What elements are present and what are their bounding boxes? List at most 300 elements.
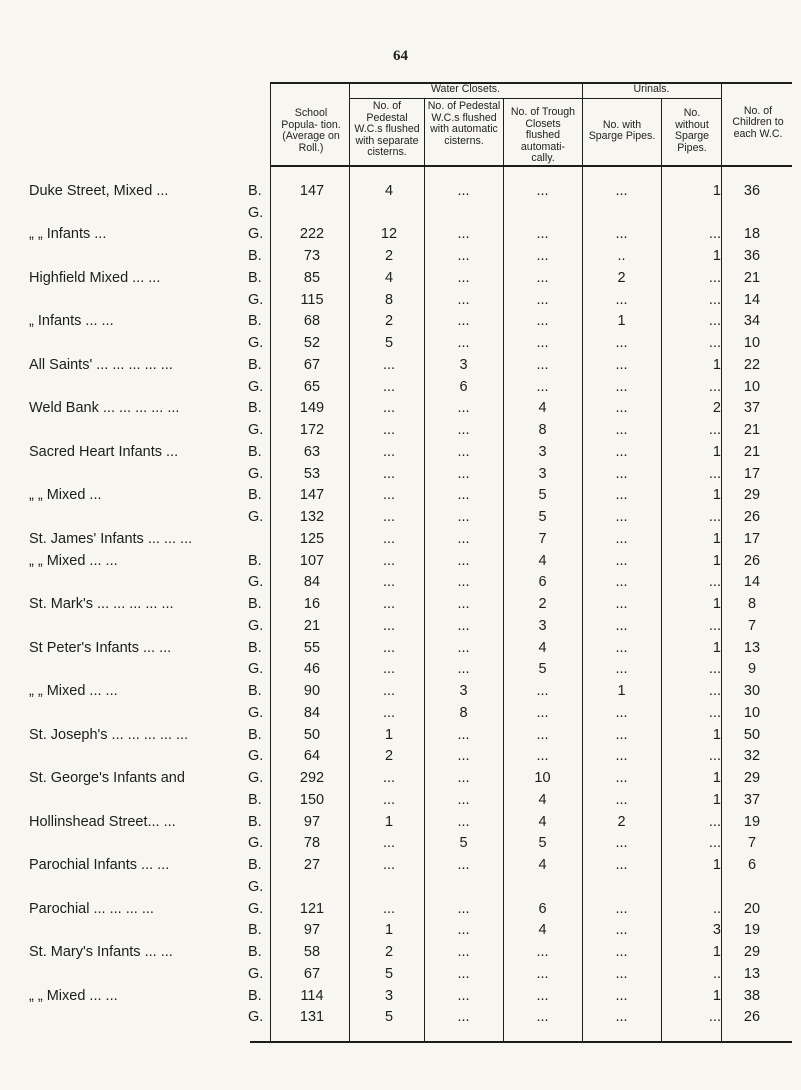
population-cell: 78 (303, 835, 321, 852)
trough-closets-cell: ... (536, 248, 549, 265)
sex-label: B. (248, 313, 262, 330)
without-sparge-cell: 1 (712, 248, 721, 265)
trough-closets-cell: ... (536, 965, 549, 982)
pedestal-automatic-cell: ... (457, 639, 470, 656)
sex-label: B. (248, 726, 262, 743)
table-row (0, 660, 801, 678)
with-sparge-cell: ... (615, 922, 628, 939)
with-sparge-cell: ... (615, 944, 628, 961)
children-per-wc-cell: 7 (747, 617, 757, 634)
without-sparge-cell: ... (708, 835, 721, 852)
pedestal-automatic-cell: ... (457, 726, 470, 743)
with-sparge-cell: ... (615, 422, 628, 439)
population-cell: 149 (299, 400, 325, 417)
without-sparge-cell: 1 (712, 944, 721, 961)
pedestal-automatic-cell: ... (457, 465, 470, 482)
without-sparge-cell: 1 (712, 791, 721, 808)
children-per-wc-cell: 14 (743, 574, 761, 591)
with-sparge-cell: ... (615, 400, 628, 417)
sex-label: B. (248, 269, 262, 286)
population-cell: 121 (299, 900, 325, 917)
with-sparge-cell: ... (615, 1009, 628, 1026)
header-pedestal-separate: No. of Pedestal W.C.s flushed with separate cisterns. (354, 100, 420, 158)
children-per-wc-cell: 30 (743, 683, 761, 700)
table-row (0, 399, 801, 417)
pedestal-automatic-cell: ... (457, 574, 470, 591)
header-water-closets: Water Closets. (430, 83, 501, 95)
pedestal-automatic-cell: ... (457, 443, 470, 460)
table-row (0, 465, 801, 483)
children-per-wc-cell: 26 (743, 552, 761, 569)
population-cell: 65 (303, 378, 321, 395)
table-row (0, 943, 801, 961)
sex-label: G. (248, 378, 264, 395)
table-row (0, 486, 801, 504)
sex-label: G. (248, 509, 264, 526)
pedestal-automatic-cell: ... (457, 900, 470, 917)
trough-closets-cell: 4 (538, 639, 547, 656)
without-sparge-cell: 3 (712, 922, 721, 939)
with-sparge-cell: 1 (617, 683, 626, 700)
pedestal-automatic-cell: ... (457, 617, 470, 634)
without-sparge-cell: 1 (712, 530, 721, 547)
table-row (0, 182, 801, 200)
sex-label: B. (248, 987, 262, 1004)
trough-closets-cell: 4 (538, 400, 547, 417)
trough-closets-cell: ... (536, 944, 549, 961)
school-name: All Saints' ... ... ... ... ... (29, 356, 173, 373)
children-per-wc-cell: 20 (743, 900, 761, 917)
sex-label: G. (248, 1009, 264, 1026)
trough-closets-cell: 6 (538, 900, 547, 917)
school-name: Parochial ... ... ... ... (29, 900, 154, 917)
trough-closets-cell: 5 (538, 661, 547, 678)
without-sparge-cell: ... (708, 617, 721, 634)
school-name: Weld Bank ... ... ... ... ... (29, 400, 180, 417)
table-row (0, 530, 801, 548)
page-number: 64 (393, 48, 408, 64)
children-per-wc-cell: 37 (743, 400, 761, 417)
table-row (0, 508, 801, 526)
pedestal-separate-cell: ... (382, 400, 396, 417)
school-name: St. Joseph's ... ... ... ... ... (29, 726, 189, 743)
trough-closets-cell: ... (536, 356, 549, 373)
pedestal-separate-cell: 5 (384, 1009, 394, 1026)
population-cell: 107 (299, 552, 325, 569)
trough-closets-cell: ... (536, 748, 549, 765)
sex-label: B. (248, 487, 262, 504)
table-row (0, 552, 801, 570)
trough-closets-cell: ... (536, 704, 549, 721)
pedestal-separate-cell: ... (382, 356, 396, 373)
children-per-wc-cell: 50 (743, 726, 761, 743)
children-per-wc-cell: 10 (743, 335, 761, 352)
without-sparge-cell: ... (708, 683, 721, 700)
population-cell: 172 (299, 422, 325, 439)
with-sparge-cell: ... (615, 574, 628, 591)
without-sparge-cell: ... (708, 704, 721, 721)
trough-closets-cell: ... (536, 378, 549, 395)
trough-closets-cell: 4 (538, 791, 547, 808)
pedestal-automatic-cell: ... (457, 922, 470, 939)
children-per-wc-cell: 14 (743, 291, 761, 308)
children-per-wc-cell: 29 (743, 770, 761, 787)
pedestal-automatic-cell: ... (457, 596, 470, 613)
children-per-wc-cell: 34 (743, 313, 761, 330)
trough-closets-cell: ... (536, 313, 549, 330)
without-sparge-cell: 1 (712, 987, 721, 1004)
table-row (0, 965, 801, 983)
sex-label: B. (248, 944, 262, 961)
pedestal-automatic-cell: ... (457, 269, 470, 286)
with-sparge-cell: ... (615, 335, 628, 352)
with-sparge-cell: 2 (617, 813, 626, 830)
table-row (0, 378, 801, 396)
without-sparge-cell: ... (708, 574, 721, 591)
header-without-sparge: No. without Sparge Pipes. (674, 107, 710, 154)
sex-label: G. (248, 226, 264, 243)
with-sparge-cell: ... (615, 857, 628, 874)
population-cell: 85 (303, 269, 321, 286)
school-name: Parochial Infants ... ... (29, 857, 170, 874)
header-trough-closets: No. of Trough Closets flushed automati- cally. (510, 106, 576, 164)
population-cell: 50 (303, 726, 321, 743)
without-sparge-cell: ... (708, 291, 721, 308)
pedestal-separate-cell: ... (382, 661, 396, 678)
pedestal-separate-cell: ... (382, 770, 396, 787)
school-name: „ „ Mixed ... (29, 487, 102, 504)
pedestal-separate-cell: 5 (384, 335, 394, 352)
sex-label: G. (248, 704, 264, 721)
school-name: „ „ Mixed ... ... (29, 683, 118, 700)
pedestal-separate-cell: ... (382, 422, 396, 439)
pedestal-separate-cell: ... (382, 900, 396, 917)
children-per-wc-cell: 26 (743, 509, 761, 526)
pedestal-automatic-cell: ... (457, 335, 470, 352)
sex-label: B. (248, 791, 262, 808)
table-row (0, 921, 801, 939)
population-cell: 147 (299, 183, 325, 199)
population-cell: 64 (303, 748, 321, 765)
population-cell: 222 (299, 226, 325, 243)
table-bottom-rule (250, 1041, 792, 1043)
pedestal-automatic-cell: ... (457, 944, 470, 961)
with-sparge-cell: ... (615, 791, 628, 808)
pedestal-automatic-cell: ... (457, 987, 470, 1004)
sex-label: G. (248, 661, 264, 678)
pedestal-separate-cell: 12 (380, 226, 398, 243)
sex-label: G. (248, 965, 264, 982)
sex-label: B. (248, 922, 262, 939)
table-row (0, 704, 801, 722)
trough-closets-cell: 5 (538, 509, 547, 526)
trough-closets-cell: 3 (538, 617, 547, 634)
population-cell: 67 (303, 965, 321, 982)
table-row (0, 312, 801, 330)
population-cell: 114 (300, 987, 324, 1004)
population-cell: 97 (303, 922, 321, 939)
table-row (0, 878, 801, 896)
school-name: St. Mark's ... ... ... ... ... (29, 596, 174, 613)
without-sparge-cell: ... (708, 313, 721, 330)
with-sparge-cell: ... (615, 965, 628, 982)
pedestal-separate-cell: 2 (384, 944, 394, 961)
pedestal-automatic-cell: ... (457, 661, 470, 678)
trough-closets-cell: ... (536, 269, 549, 286)
pedestal-separate-cell: ... (382, 596, 396, 613)
population-cell: 58 (303, 944, 321, 961)
children-per-wc-cell: 17 (743, 530, 761, 547)
with-sparge-cell: .. (617, 248, 626, 265)
without-sparge-cell: ... (708, 465, 721, 482)
pedestal-automatic-cell: ... (457, 857, 470, 874)
sex-label: B. (248, 356, 262, 373)
without-sparge-cell: 1 (712, 356, 721, 373)
sex-label: G. (248, 878, 264, 895)
population-cell: 27 (303, 857, 321, 874)
table-row (0, 247, 801, 265)
without-sparge-cell: 1 (712, 639, 721, 656)
trough-closets-cell: 5 (538, 835, 547, 852)
population-cell: 63 (303, 443, 321, 460)
with-sparge-cell: ... (615, 639, 628, 656)
school-name: St. Mary's Infants ... ... (29, 944, 173, 961)
population-cell: 292 (299, 770, 325, 787)
sex-label: B. (248, 813, 262, 830)
header-with-sparge: No. with Sparge Pipes. (588, 118, 656, 142)
trough-closets-cell: 6 (538, 574, 547, 591)
sex-label: G. (248, 835, 264, 852)
pedestal-automatic-cell: 3 (459, 356, 468, 373)
table-row (0, 1008, 801, 1026)
sex-label: B. (248, 857, 262, 874)
sex-label: B. (248, 639, 262, 656)
children-per-wc-cell: 26 (743, 1009, 761, 1026)
pedestal-automatic-cell: 6 (459, 378, 468, 395)
table-row (0, 791, 801, 809)
with-sparge-cell: ... (615, 900, 628, 917)
pedestal-automatic-cell: ... (457, 509, 470, 526)
pedestal-separate-cell: 2 (384, 313, 394, 330)
pedestal-separate-cell: 5 (384, 965, 394, 982)
children-per-wc-cell: 17 (743, 465, 761, 482)
population-cell: 53 (303, 465, 321, 482)
table-row (0, 639, 801, 657)
population-cell: 52 (303, 335, 321, 352)
table-row (0, 204, 801, 222)
sex-label: B. (248, 683, 262, 700)
children-per-wc-cell: 38 (743, 987, 761, 1004)
children-per-wc-cell: 36 (743, 248, 761, 265)
without-sparge-cell: ... (708, 226, 721, 243)
sex-label: G. (248, 291, 264, 308)
table-row (0, 356, 801, 374)
with-sparge-cell: ... (615, 226, 628, 243)
sex-label: B. (248, 443, 262, 460)
table-row (0, 987, 801, 1005)
population-cell: 84 (303, 704, 321, 721)
pedestal-separate-cell: 4 (384, 183, 394, 199)
population-cell: 68 (303, 313, 321, 330)
without-sparge-cell: ... (708, 661, 721, 678)
trough-closets-cell: ... (536, 335, 549, 352)
population-cell: 131 (299, 1009, 325, 1026)
with-sparge-cell: ... (615, 291, 628, 308)
with-sparge-cell: ... (615, 617, 628, 634)
pedestal-automatic-cell: ... (457, 226, 470, 243)
trough-closets-cell: 4 (538, 857, 547, 874)
children-per-wc-cell: 18 (743, 226, 761, 243)
trough-closets-cell: ... (536, 987, 549, 1004)
pedestal-separate-cell: ... (382, 791, 396, 808)
with-sparge-cell: ... (615, 530, 628, 547)
trough-closets-cell: ... (536, 291, 549, 308)
with-sparge-cell: ... (615, 704, 628, 721)
table-row (0, 682, 801, 700)
trough-closets-cell: 7 (538, 530, 547, 547)
pedestal-separate-cell: ... (382, 574, 396, 591)
pedestal-separate-cell: 1 (384, 726, 394, 743)
table-row (0, 769, 801, 787)
sex-label: B. (248, 400, 262, 417)
with-sparge-cell: ... (615, 596, 628, 613)
pedestal-separate-cell: ... (382, 552, 396, 569)
with-sparge-cell: ... (615, 487, 628, 504)
with-sparge-cell: ... (615, 726, 628, 743)
children-per-wc-cell: 32 (743, 748, 761, 765)
children-per-wc-cell: 19 (743, 922, 761, 939)
school-name: Sacred Heart Infants ... (29, 443, 179, 460)
table-row (0, 726, 801, 744)
without-sparge-cell: ... (708, 269, 721, 286)
sex-label: G. (248, 748, 264, 765)
trough-closets-cell: ... (536, 683, 549, 700)
pedestal-separate-cell: 1 (384, 813, 394, 830)
school-name: Hollinshead Street... ... (29, 813, 176, 830)
trough-closets-cell: ... (536, 183, 549, 199)
school-name: „ „ Mixed ... ... (29, 552, 118, 569)
with-sparge-cell: 2 (617, 269, 626, 286)
trough-closets-cell: 4 (538, 813, 547, 830)
pedestal-separate-cell: ... (382, 857, 396, 874)
with-sparge-cell: ... (615, 509, 628, 526)
pedestal-automatic-cell: ... (457, 422, 470, 439)
pedestal-automatic-cell: ... (457, 530, 470, 547)
without-sparge-cell: ... (708, 1009, 721, 1026)
without-sparge-cell: 1 (712, 487, 721, 504)
children-per-wc-cell: 36 (743, 183, 761, 199)
table-row (0, 747, 801, 765)
without-sparge-cell: .. (712, 965, 721, 982)
without-sparge-cell: .. (712, 900, 721, 917)
with-sparge-cell: ... (615, 987, 628, 1004)
children-per-wc-cell: 21 (743, 269, 761, 286)
sex-label: G. (248, 574, 264, 591)
children-per-wc-cell: 7 (747, 835, 757, 852)
trough-closets-cell: ... (536, 226, 549, 243)
with-sparge-cell: ... (615, 661, 628, 678)
children-per-wc-cell: 21 (743, 443, 761, 460)
pedestal-separate-cell: 2 (384, 248, 394, 265)
sex-label: B. (248, 248, 262, 265)
pedestal-separate-cell: 2 (384, 748, 394, 765)
without-sparge-cell: ... (708, 813, 721, 830)
trough-closets-cell: 8 (538, 422, 547, 439)
table-row (0, 269, 801, 287)
pedestal-automatic-cell: ... (457, 183, 470, 199)
without-sparge-cell: ... (708, 509, 721, 526)
school-name: Highfield Mixed ... ... (29, 269, 161, 286)
header-sub-rule (349, 98, 721, 99)
children-per-wc-cell: 13 (743, 639, 761, 656)
header-urinals: Urinals. (633, 83, 670, 95)
table-row (0, 443, 801, 461)
trough-closets-cell: 3 (538, 443, 547, 460)
pedestal-separate-cell: ... (382, 683, 396, 700)
school-name: „ „ Infants ... (29, 226, 107, 243)
pedestal-separate-cell: ... (382, 443, 396, 460)
without-sparge-cell: 2 (712, 400, 721, 417)
without-sparge-cell: 1 (712, 443, 721, 460)
with-sparge-cell: ... (615, 552, 628, 569)
without-sparge-cell: ... (708, 748, 721, 765)
sex-label: B. (248, 596, 262, 613)
header-children-per-wc: No. of Children to each W.C. (732, 104, 784, 140)
table-row (0, 617, 801, 635)
with-sparge-cell: ... (615, 465, 628, 482)
trough-closets-cell: 2 (538, 596, 547, 613)
table-row (0, 595, 801, 613)
children-per-wc-cell: 10 (743, 704, 761, 721)
sex-label: B. (248, 183, 262, 199)
children-per-wc-cell: 19 (743, 813, 761, 830)
pedestal-automatic-cell: ... (457, 748, 470, 765)
pedestal-separate-cell: 8 (384, 291, 394, 308)
with-sparge-cell: ... (615, 770, 628, 787)
pedestal-automatic-cell: ... (457, 552, 470, 569)
without-sparge-cell: ... (708, 335, 721, 352)
pedestal-automatic-cell: 5 (459, 835, 468, 852)
pedestal-separate-cell: ... (382, 465, 396, 482)
sex-label: G. (248, 465, 264, 482)
population-cell: 67 (303, 356, 321, 373)
table-row (0, 573, 801, 591)
pedestal-automatic-cell: ... (457, 291, 470, 308)
population-cell: 46 (303, 661, 321, 678)
pedestal-automatic-cell: ... (457, 965, 470, 982)
with-sparge-cell: 1 (617, 313, 626, 330)
with-sparge-cell: ... (615, 835, 628, 852)
trough-closets-cell: 10 (534, 770, 551, 787)
pedestal-separate-cell: 3 (384, 987, 394, 1004)
children-per-wc-cell: 22 (743, 356, 761, 373)
population-cell: 132 (299, 509, 325, 526)
pedestal-separate-cell: ... (382, 835, 396, 852)
children-per-wc-cell: 9 (747, 661, 757, 678)
with-sparge-cell: ... (615, 378, 628, 395)
population-cell: 97 (303, 813, 321, 830)
table-row (0, 834, 801, 852)
trough-closets-cell: 5 (538, 487, 547, 504)
table-row (0, 900, 801, 918)
without-sparge-cell: 1 (712, 770, 721, 787)
school-name: „ Infants ... ... (29, 313, 114, 330)
pedestal-separate-cell: 4 (384, 269, 394, 286)
with-sparge-cell: ... (615, 183, 628, 199)
pedestal-separate-cell: ... (382, 530, 396, 547)
pedestal-automatic-cell: ... (457, 770, 470, 787)
school-name: „ „ Mixed ... ... (29, 987, 118, 1004)
